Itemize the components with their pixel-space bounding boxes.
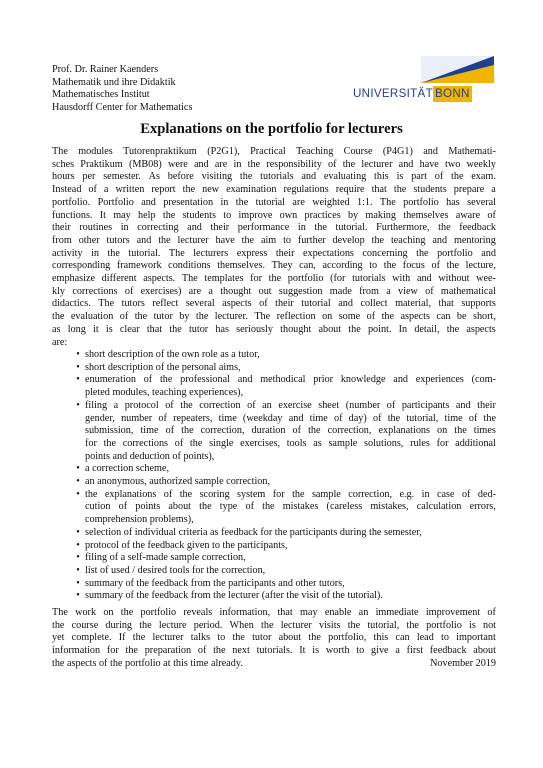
text-line: filing of a self-made sample correction,: [85, 552, 246, 564]
list-item: [52, 463, 496, 476]
text-line: short description of the personal aims,: [85, 361, 241, 373]
text-line: short description of the own role as a tutor,: [85, 349, 260, 360]
intro-paragraph: [52, 146, 496, 349]
document-date: November 2019: [430, 657, 496, 669]
text-line: emphasize different aspects. The templates for the portfolio (for tutorials with and without wee-: [52, 273, 496, 285]
list-item: [52, 540, 496, 553]
logo-word-bonn: BONN: [434, 87, 470, 100]
text-line: submission, time of the correction, duration of the correction, explanations on the times: [85, 425, 496, 437]
text-line: as long it is clear that the tutor has seriously thought about the point. In detail, the aspects: [52, 323, 496, 335]
list-item: [52, 476, 496, 489]
text-line: summary of the feedback from the lecturer (after the visit of the tutorial).: [85, 590, 383, 602]
text-line: cution of points about the type of the mistakes (careless mistakes, calculation errors,: [85, 501, 496, 513]
list-item: [52, 578, 496, 591]
text-line: yet complete. If the lecturer talks to the tutor about the portfolio, this can lead to important: [52, 632, 496, 644]
bullet-icon: •: [76, 590, 80, 602]
text-line: the course during the lecture period. When the lecturer visits the tutorial, the portfolio is not: [52, 619, 496, 631]
list-item: [52, 590, 496, 603]
text-line: an anonymous, authorized sample correction,: [85, 476, 271, 488]
text-line: portfolio. Portfolio and presentation in the tutorial are weighted 1:1. The portfolio has several: [52, 196, 496, 208]
list-item: [52, 362, 496, 375]
text-line: corresponding framework conditions themselves. They can, according to the focus of the lecture,: [52, 260, 496, 272]
text-line: enumeration of the professional and methodical prior knowledge and experiences (com-: [85, 374, 496, 386]
final-line: [52, 658, 496, 671]
logo-wordmark: [353, 86, 472, 102]
text-line: summary of the feedback from the participants and other tutors,: [85, 577, 345, 589]
bullet-icon: •: [76, 488, 80, 500]
author-line: Hausdorff Center for Mathematics: [52, 101, 193, 113]
text-line: functions. It may help the students to improve own practices by making themselves aware of: [52, 209, 496, 221]
bullet-icon: •: [76, 476, 80, 488]
text-line: the aspects of the portfolio at this time already.: [52, 657, 243, 669]
text-line: are:: [52, 336, 68, 348]
author-line: Mathematik und ihre Didaktik: [52, 76, 176, 88]
author-line: Prof. Dr. Rainer Kaenders: [52, 64, 159, 75]
text-line: the explanations of the scoring system for the sample correction, e.g. in case of ded-: [85, 488, 496, 500]
author-line: Mathematisches Institut: [52, 89, 150, 101]
text-line: a correction scheme,: [85, 463, 170, 475]
text-line: Instead of a written report the new examination regulations require that the students prepare a: [52, 184, 496, 196]
text-line: sches Praktikum (MB08) were and are in the responsibility of the lecturer and have two weekly: [52, 158, 496, 170]
closing-paragraph: [52, 607, 496, 671]
list-item: [52, 400, 496, 464]
bullet-icon: •: [76, 539, 80, 551]
university-bonn-logo: [353, 56, 496, 102]
text-line: didactics. The tutors reflect several aspects of their tutorial and collect material, that supports: [52, 298, 496, 310]
bullet-icon: •: [76, 349, 80, 360]
text-line: kly corrections of exercises) are a thought out suggestion made from a view of mathematical: [52, 285, 496, 297]
list-item: [52, 349, 496, 362]
text-line: list of used / desired tools for the correction,: [85, 564, 266, 576]
text-line: filing a protocol of the correction of an exercise sheet (number of participants and their: [85, 399, 496, 411]
text-line: pleted modules, teaching experiences),: [85, 387, 244, 399]
bullet-icon: •: [76, 564, 80, 576]
bullet-icon: •: [76, 577, 80, 589]
text-line: points and deduction of points),: [85, 450, 215, 462]
list-item: [52, 527, 496, 540]
text-line: for the corrections of the single exercises, tools as sample solutions, rules for additional: [85, 437, 496, 449]
bullet-icon: •: [76, 463, 80, 475]
logo-word-universitat: UNIVERSITÄT: [353, 87, 433, 100]
text-line: selection of individual criteria as feedback for the participants during the semester,: [85, 526, 422, 538]
text-line: activity in the tutorial. The lecturers express their expectations concerning the portfolio and: [52, 247, 496, 259]
list-item: [52, 489, 496, 527]
bullet-icon: •: [76, 374, 80, 386]
aspects-list: [52, 349, 496, 603]
bullet-icon: •: [76, 399, 80, 411]
text-line: from other tutors and the lecturer have the aim to further develop the teaching and mentoring: [52, 234, 496, 246]
text-line: the evaluation of the tutor by the lecturer. The reflection on some of the aspects can be short,: [52, 311, 496, 323]
page-title: Explanations on the portfolio for lecturers: [140, 121, 403, 137]
bullet-icon: •: [76, 526, 80, 538]
text-line: comprehension problems),: [85, 514, 194, 526]
list-item: [52, 552, 496, 565]
text-line: protocol of the feedback given to the participants,: [85, 539, 288, 551]
bullet-icon: •: [76, 552, 80, 564]
bullet-icon: •: [76, 361, 80, 373]
list-item: [52, 374, 496, 399]
text-line: gender, number of repeaters, time (weekday and time of day) of the tutorial, time of the: [85, 412, 496, 424]
text-line: hours per semester. As before visiting the tutorials and evaluating this is part of the exam.: [52, 171, 496, 183]
text-line: information for the preparation of the next tutorials. It is worth to give a first feedback about: [52, 645, 496, 657]
author-block: [52, 64, 192, 114]
text-line: their routines in correcting and their performance in the tutorial. Furthermore, the feedback: [52, 222, 496, 234]
list-item: [52, 565, 496, 578]
text-line: The work on the portfolio reveals information, that may enable an immediate improvement of: [52, 607, 496, 618]
logo-mark-icon: [421, 56, 494, 83]
text-line: The modules Tutorenpraktikum (P2G1), Practical Teaching Course (P4G1) and Mathemati-: [52, 146, 496, 157]
